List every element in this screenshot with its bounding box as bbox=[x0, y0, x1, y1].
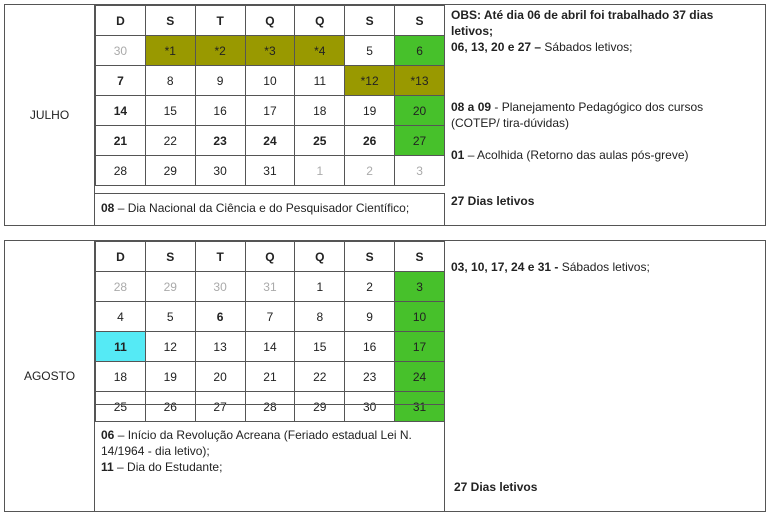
day-cell: 19 bbox=[345, 96, 395, 126]
day-cell: 31 bbox=[245, 272, 295, 302]
obs-julho-plan-text: - Planejamento Pedagógico dos cursos (COTEP/ tira-dúvidas) bbox=[451, 100, 704, 130]
obs-agosto-total: 27 Dias letivos bbox=[454, 480, 538, 494]
day-cell: 13 bbox=[195, 332, 245, 362]
julho-block bbox=[4, 4, 766, 226]
weekday-header: D bbox=[96, 6, 146, 36]
calendar-week-row bbox=[96, 36, 445, 66]
day-cell: *2 bbox=[195, 36, 245, 66]
day-cell: 11 bbox=[96, 332, 146, 362]
obs-julho-total: 27 Dias letivos bbox=[451, 194, 535, 208]
day-cell: 5 bbox=[345, 36, 395, 66]
calendar-week-row bbox=[96, 66, 445, 96]
day-cell: 30 bbox=[195, 156, 245, 186]
calendar-week-row bbox=[96, 362, 445, 392]
day-cell: *12 bbox=[345, 66, 395, 96]
calendar-week-row bbox=[96, 332, 445, 362]
day-cell: 26 bbox=[345, 126, 395, 156]
weekday-header: S bbox=[395, 6, 445, 36]
day-cell: 15 bbox=[295, 332, 345, 362]
day-cell: 23 bbox=[345, 362, 395, 392]
day-cell: 4 bbox=[96, 302, 146, 332]
day-cell: *4 bbox=[295, 36, 345, 66]
day-cell: 29 bbox=[145, 156, 195, 186]
calendar-week-row bbox=[96, 126, 445, 156]
note-agosto bbox=[95, 404, 445, 511]
day-cell: 26 bbox=[145, 392, 195, 422]
day-cell: 1 bbox=[295, 272, 345, 302]
day-cell: 7 bbox=[96, 66, 146, 96]
obs-julho-plan-dates: 08 a 09 bbox=[451, 100, 492, 114]
day-cell: 24 bbox=[245, 126, 295, 156]
day-cell: 22 bbox=[145, 126, 195, 156]
month-label-julho: JULHO bbox=[5, 5, 95, 225]
month-label-agosto: AGOSTO bbox=[5, 241, 95, 511]
note-agosto-1-date: 06 bbox=[101, 428, 115, 442]
day-cell: 3 bbox=[395, 272, 445, 302]
day-cell: 20 bbox=[395, 96, 445, 126]
note-agosto-2-date: 11 bbox=[101, 460, 114, 474]
day-cell: 21 bbox=[96, 126, 146, 156]
day-cell: 29 bbox=[295, 392, 345, 422]
day-cell: 25 bbox=[295, 126, 345, 156]
obs-julho-sab-dates: 06, 13, 20 e 27 – bbox=[451, 40, 542, 54]
day-cell: 2 bbox=[345, 156, 395, 186]
obs-agosto-sab-dates: 03, 10, 17, 24 e 31 - bbox=[451, 260, 559, 274]
day-cell: 28 bbox=[96, 272, 146, 302]
weekday-header: T bbox=[195, 6, 245, 36]
day-cell: 29 bbox=[145, 272, 195, 302]
day-cell: 10 bbox=[395, 302, 445, 332]
weekday-header: D bbox=[96, 242, 146, 272]
calendar-week-row bbox=[96, 96, 445, 126]
day-cell: 9 bbox=[195, 66, 245, 96]
weekday-header: S bbox=[345, 242, 395, 272]
day-cell: 15 bbox=[145, 96, 195, 126]
day-cell: 10 bbox=[245, 66, 295, 96]
weekday-header: S bbox=[145, 242, 195, 272]
day-cell: 30 bbox=[96, 36, 146, 66]
day-cell: 3 bbox=[395, 156, 445, 186]
calendar-julho bbox=[95, 5, 445, 186]
day-cell: 2 bbox=[345, 272, 395, 302]
calendar-week-row bbox=[96, 272, 445, 302]
day-cell: 18 bbox=[96, 362, 146, 392]
day-cell: *1 bbox=[145, 36, 195, 66]
day-cell: 6 bbox=[195, 302, 245, 332]
day-cell: 14 bbox=[96, 96, 146, 126]
calendar-week-row bbox=[96, 302, 445, 332]
day-cell: 21 bbox=[245, 362, 295, 392]
day-cell: 5 bbox=[145, 302, 195, 332]
weekday-header: Q bbox=[295, 242, 345, 272]
day-cell: *13 bbox=[395, 66, 445, 96]
day-cell: 9 bbox=[345, 302, 395, 332]
calendar-week-row bbox=[96, 156, 445, 186]
obs-agosto-sab-text: Sábados letivos; bbox=[558, 260, 650, 274]
obs-julho-acol-date: 01 bbox=[451, 148, 465, 162]
day-cell: *3 bbox=[245, 36, 295, 66]
weekday-header: Q bbox=[295, 6, 345, 36]
day-cell: 14 bbox=[245, 332, 295, 362]
day-cell: 8 bbox=[145, 66, 195, 96]
day-cell: 18 bbox=[295, 96, 345, 126]
note-agosto-2-text: – Dia do Estudante; bbox=[113, 460, 223, 474]
day-cell: 22 bbox=[295, 362, 345, 392]
day-cell: 28 bbox=[96, 156, 146, 186]
obs-agosto bbox=[446, 241, 765, 511]
weekday-header: S bbox=[395, 242, 445, 272]
day-cell: 20 bbox=[195, 362, 245, 392]
note-julho-text: – Dia Nacional da Ciência e do Pesquisador Científico; bbox=[114, 201, 410, 215]
day-cell: 11 bbox=[295, 66, 345, 96]
day-cell: 12 bbox=[145, 332, 195, 362]
note-agosto-1-text: – Início da Revolução Acreana (Feriado estadual Lei N. 14/1964 - dia letivo); bbox=[101, 428, 412, 458]
day-cell: 17 bbox=[245, 96, 295, 126]
agosto-block bbox=[4, 240, 766, 512]
weekday-header: T bbox=[195, 242, 245, 272]
obs-julho-acol-text: – Acolhida (Retorno das aulas pós-greve) bbox=[464, 148, 689, 162]
note-julho-date: 08 bbox=[101, 201, 115, 215]
note-julho bbox=[95, 193, 445, 226]
day-cell: 19 bbox=[145, 362, 195, 392]
day-cell: 16 bbox=[195, 96, 245, 126]
day-cell: 28 bbox=[245, 392, 295, 422]
day-cell: 7 bbox=[245, 302, 295, 332]
day-cell: 27 bbox=[195, 392, 245, 422]
day-cell: 31 bbox=[395, 392, 445, 422]
day-cell: 30 bbox=[345, 392, 395, 422]
day-cell: 23 bbox=[195, 126, 245, 156]
day-cell: 1 bbox=[295, 156, 345, 186]
day-cell: 16 bbox=[345, 332, 395, 362]
weekday-header: Q bbox=[245, 242, 295, 272]
weekday-header: S bbox=[345, 6, 395, 36]
day-cell: 30 bbox=[195, 272, 245, 302]
day-cell: 31 bbox=[245, 156, 295, 186]
weekday-header: S bbox=[145, 6, 195, 36]
day-cell: 17 bbox=[395, 332, 445, 362]
obs-julho-sab-text: Sábados letivos; bbox=[541, 40, 633, 54]
obs-julho bbox=[446, 5, 765, 225]
day-cell: 27 bbox=[395, 126, 445, 156]
obs-header: OBS: Até dia 06 de abril foi trabalhado 37 dias letivos; bbox=[451, 8, 714, 38]
day-cell: 8 bbox=[295, 302, 345, 332]
day-cell: 6 bbox=[395, 36, 445, 66]
calendar-agosto bbox=[95, 241, 445, 422]
day-cell: 24 bbox=[395, 362, 445, 392]
day-cell: 25 bbox=[96, 392, 146, 422]
weekday-header: Q bbox=[245, 6, 295, 36]
